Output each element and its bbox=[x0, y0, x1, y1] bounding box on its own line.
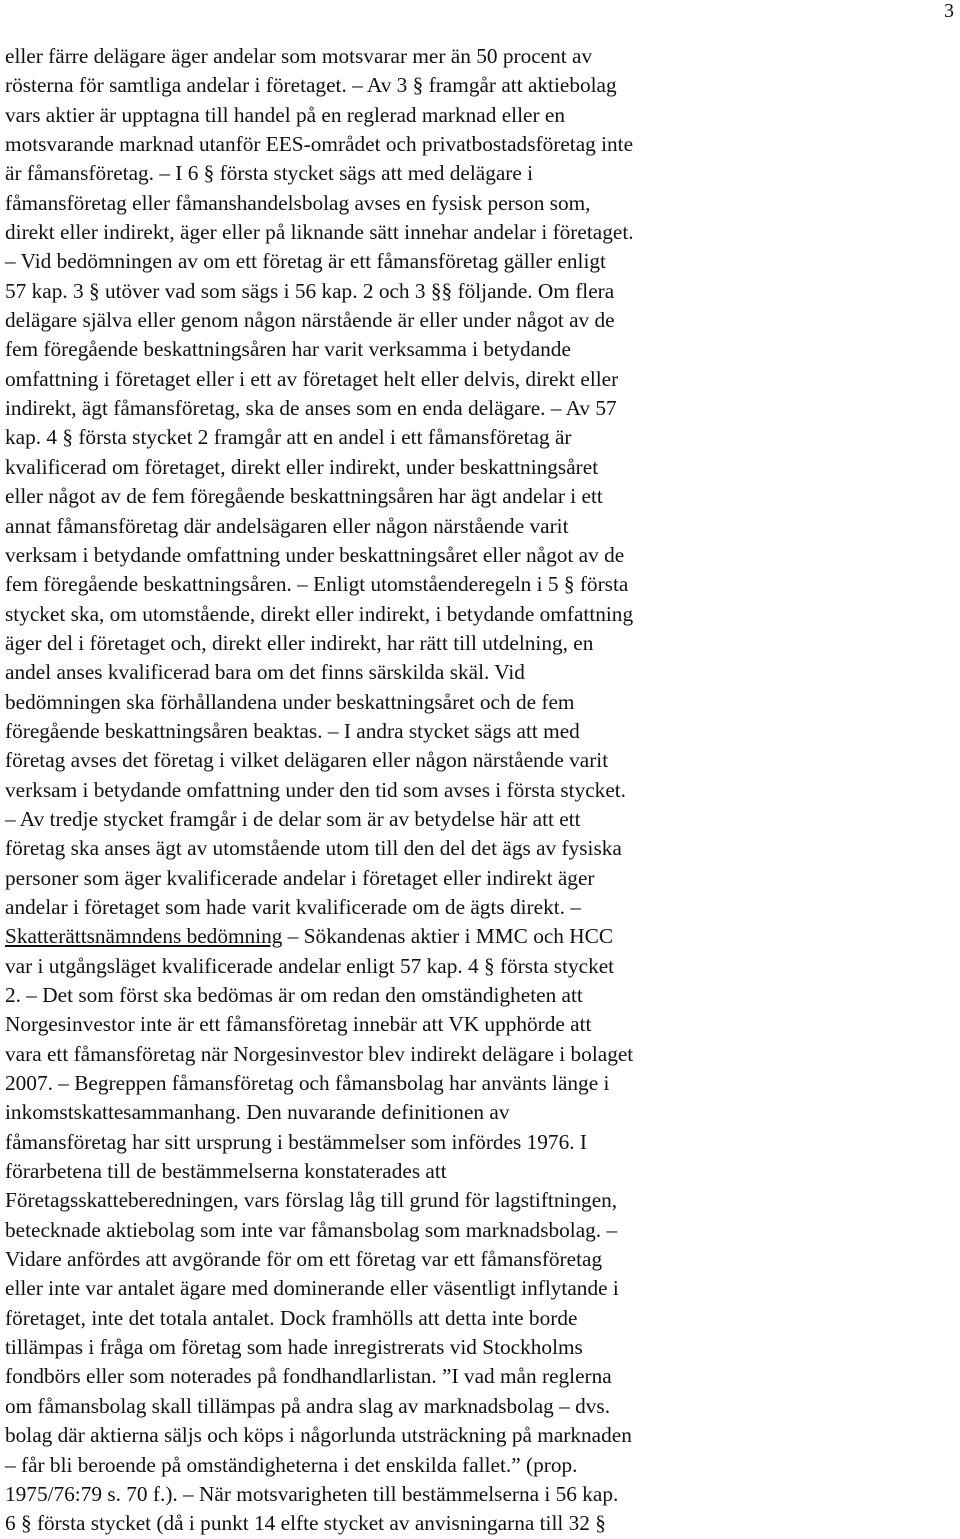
text-line: var i utgångsläget kvalificerade andelar enligt 57 kap. 4 § första stycket bbox=[5, 953, 615, 978]
text-line: inkomstskattesammanhang. Den nuvarande definitionen av bbox=[5, 1100, 510, 1125]
text-line: indirekt, ägt fåmansföretag, ska de anses som en enda delägare. – Av 57 bbox=[5, 396, 617, 421]
text-line: vars aktier är upptagna till handel på en reglerad marknad eller en bbox=[5, 102, 565, 127]
text-line: Vidare anfördes att avgörande för om ett företag var ett fåmansföretag bbox=[5, 1247, 603, 1272]
text-line: företag avses det företag i vilket delägaren eller någon närstående varit bbox=[5, 748, 609, 773]
text-line: verksam i betydande omfattning under den tid som avses i första stycket. bbox=[5, 777, 627, 802]
text-line: Företagsskatteberedningen, vars förslag låg till grund för lagstiftningen, bbox=[5, 1188, 618, 1213]
text-line: personer som äger kvalificerade andelar i företaget eller indirekt äger bbox=[5, 865, 595, 890]
text-line: företaget, inte det totala antalet. Dock framhölls att detta inte borde bbox=[5, 1305, 578, 1330]
text-line: fem föregående beskattningsåren har varit verksamma i betydande bbox=[5, 337, 571, 362]
text-line: andelar i företaget som hade varit kvalificerade om de ägts direkt. – bbox=[5, 894, 581, 919]
text-line: är fåmansföretag. – I 6 § första stycket sägs att med delägare i bbox=[5, 161, 534, 186]
text-line: verksam i betydande omfattning under beskattningsåret eller något av de bbox=[5, 542, 625, 567]
text-line: eller inte var antalet ägare med dominerande eller väsentligt inflytande i bbox=[5, 1276, 619, 1301]
body-text bbox=[5, 42, 960, 1539]
text-line: föregående beskattningsåren beaktas. – I andra stycket sägs att med bbox=[5, 718, 580, 743]
text-line: rösterna för samtliga andelar i företaget. – Av 3 § framgår att aktiebolag bbox=[5, 73, 617, 98]
text-line: 2. – Det som först ska bedömas är om redan den omständigheten att bbox=[5, 983, 583, 1007]
text-line: företag ska anses ägt av utomstående utom till den del det ägs av fysiska bbox=[5, 836, 622, 861]
text-line: fondbörs eller som noterades på fondhandlarlistan. ”I vad mån reglerna bbox=[5, 1364, 612, 1389]
text-line: andel anses kvalificerad bara om det finns särskilda skäl. Vid bbox=[5, 660, 525, 685]
text-line: tillämpas i fråga om företag som hade inregistrerats vid Stockholms bbox=[5, 1335, 583, 1360]
text-line: betecknade aktiebolag som inte var fåmansbolag som marknadsbolag. – bbox=[5, 1217, 618, 1242]
line-text: – Sökandenas aktier i MMC och HCC bbox=[282, 924, 614, 949]
text-line: 2007. – Begreppen fåmansföretag och fåmansbolag har använts länge i bbox=[5, 1071, 610, 1096]
text-line: äger del i företaget och, direkt eller indirekt, har rätt till utdelning, en bbox=[5, 630, 594, 655]
text-line: fåmansföretag har sitt ursprung i bestämmelser som infördes 1976. I bbox=[5, 1129, 587, 1154]
text-line: 1975/76:79 s. 70 f.). – När motsvarigheten till bestämmelserna i 56 kap. bbox=[5, 1481, 619, 1506]
text-line: annat fåmansföretag där andelsägaren eller någon närstående varit bbox=[5, 513, 569, 538]
text-line: bedömningen ska förhållandena under beskattningsåret och de fem bbox=[5, 689, 575, 714]
text-line: 57 kap. 3 § utöver vad som sägs i 56 kap. 2 och 3 §§ följande. Om flera bbox=[5, 278, 615, 303]
text-line: fem föregående beskattningsåren. – Enligt utomståenderegeln i 5 § första bbox=[5, 572, 629, 597]
text-line: – får bli beroende på omständigheterna i det enskilda fallet.” (prop. bbox=[5, 1452, 578, 1477]
text-line: direkt eller indirekt, äger eller på liknande sätt innehar andelar i företaget. bbox=[5, 220, 634, 245]
text-line: stycket ska, om utomstående, direkt eller indirekt, i betydande omfattning bbox=[5, 601, 634, 626]
text-line: Norgesinvestor inte är ett fåmansföretag innebär att VK upphörde att bbox=[5, 1012, 592, 1037]
text-line: delägare själva eller genom någon närstående är eller under något av de bbox=[5, 308, 615, 333]
page-number: 3 bbox=[944, 0, 954, 22]
text-line: – Av tredje stycket framgår i de delar som är av betydelse här att ett bbox=[5, 806, 581, 831]
text-line: – Vid bedömningen av om ett företag är ett fåmansföretag gäller enligt bbox=[5, 249, 606, 274]
text-line: 6 § första stycket (då i punkt 14 elfte stycket av anvisningarna till 32 § bbox=[5, 1511, 606, 1536]
section-heading: Skatterättsnämndens bedömning bbox=[5, 924, 283, 949]
text-line: motsvarande marknad utanför EES-området och privatbostadsföretag inte bbox=[5, 132, 634, 157]
text-line bbox=[5, 922, 960, 951]
text-line: kap. 4 § första stycket 2 framgår att en andel i ett fåmansföretag är bbox=[5, 425, 572, 450]
text-line: förarbetena till de bestämmelserna konstaterades att bbox=[5, 1159, 447, 1184]
text-line: bolag där aktierna säljs och köps i någorlunda utsträckning på marknaden bbox=[5, 1423, 632, 1448]
text-line: eller något av de fem föregående beskattningsåren har ägt andelar i ett bbox=[5, 484, 603, 509]
text-line: omfattning i företaget eller i ett av företaget helt eller delvis, direkt eller bbox=[5, 366, 619, 391]
text-line: vara ett fåmansföretag när Norgesinvestor blev indirekt delägare i bolaget bbox=[5, 1041, 634, 1066]
text-line: fåmansföretag eller fåmanshandelsbolag avses en fysisk person som, bbox=[5, 190, 591, 215]
text-line: eller färre delägare äger andelar som motsvarar mer än 50 procent av bbox=[5, 44, 593, 68]
text-line: om fåmansbolag skall tillämpas på andra slag av marknadsbolag – dvs. bbox=[5, 1393, 611, 1418]
text-line: kvalificerad om företaget, direkt eller indirekt, under beskattningsåret bbox=[5, 454, 599, 479]
